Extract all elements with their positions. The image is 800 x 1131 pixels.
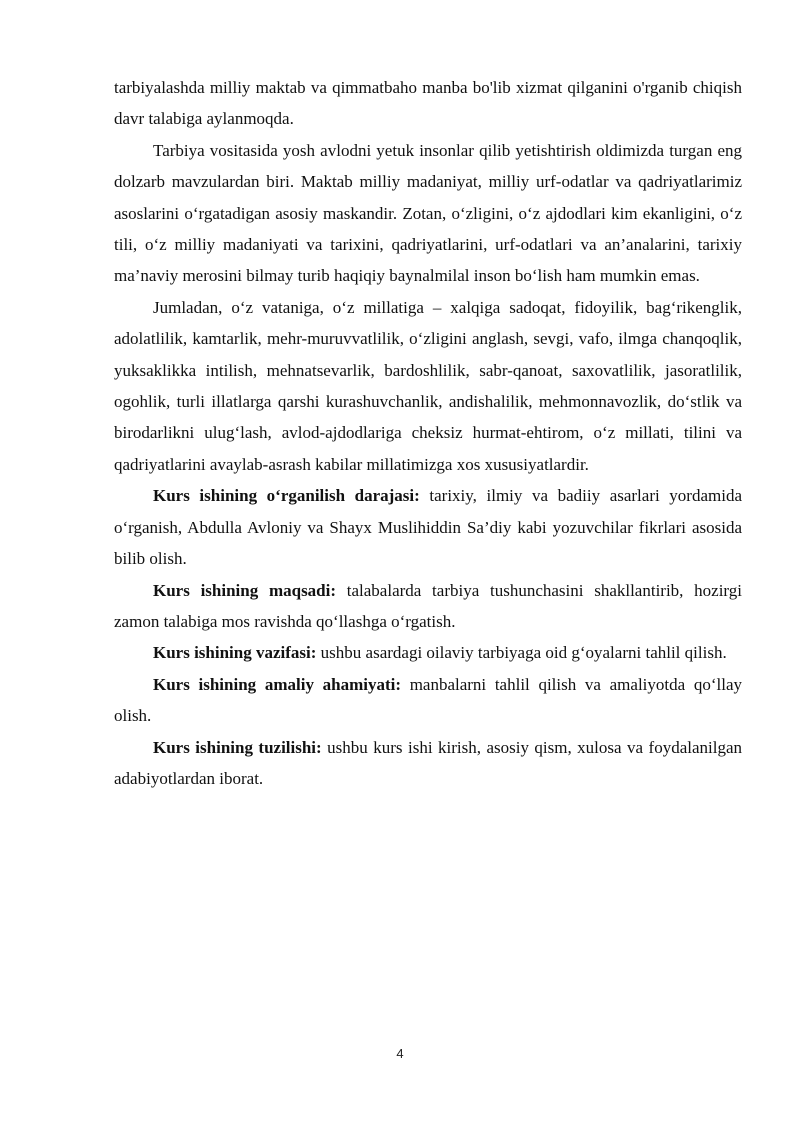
paragraph-study-level [114,480,742,574]
paragraph-label: Kurs ishining vazifasi: [153,643,317,663]
paragraph-national-traits [114,292,742,480]
page-number: 4 [396,1046,404,1061]
paragraph-label: Kurs ishining tuzilishi: [153,737,322,757]
paragraph-text: ushbu kurs ishi kirish, asosiy qism, xulosa va foydalanilgan adabiyotlardan iborat. [114,737,742,788]
page-body [114,72,742,794]
paragraph-text: ushbu asardagi oilaviy tarbiyaga oid g‘oyalarni tahlil qilish. [316,643,727,663]
paragraph-tasks [114,637,742,668]
paragraph-label: Kurs ishining o‘rganilish darajasi: [153,486,420,506]
paragraph-label: Kurs ishining amaliy ahamiyati: [153,674,402,694]
paragraph-label: Kurs ishining maqsadi: [153,580,337,600]
paragraph-text: manbalarni tahlil qilish va amaliyotda qo‘llay olish. [114,674,742,726]
paragraph-goal [114,575,742,638]
paragraph-text: Tarbiya vositasida yosh avlodni yetuk insonlar qilib yetishtirish oldimizda turgan eng dolzarb mavzulardan biri. Maktab milliy madaniyat, milliy urf-odatlar va qadriyatlarimiz asoslarini o‘rgatadigan asosiy maskandir. Zotan, o‘zligini, o‘z ajdodlari kim ekanligini, o‘z tili, o‘z milliy madaniyati va tarixini, qadriyatlarini, urf-odatlari va an’analarini, tarixiy ma’naviy merosini bilmay turib haqiqiy baynalmilal inson bo‘lish ham mumkin emas. [114,140,742,286]
paragraph-text: tarbiyalashda milliy maktab va qimmatbaho manba bo'lib xizmat qilganini o'rganib chiqish davr talabiga aylanmoqda. [114,78,742,129]
paragraph-text: Jumladan, o‘z vataniga, o‘z millatiga – xalqiga sadoqat, fidoyilik, bag‘rikenglik, adolatlilik, kamtarlik, mehr-muruvvatlilik, o‘zligini anglash, sevgi, vafo, ilmga chanqoqlik, yuksaklikka intilish, mehnatsevarlik, bardoshlilik, sabr-qanoat, saxovatlilik, jasoratlilik, ogohlik, turli illatlarga qarshi kurashuvchanlik, andishalilik, mehmonnavozlik, do‘stlik va birodarlikni ulug‘lash, avlod-ajdodlariga cheksiz hurmat-ehtirom, o‘z millati, tilini va qadriyatlarini avaylab-asrash kabilar millatimizga xos xususiyatlardir. [114,297,742,474]
paragraph-text: tarixiy, ilmiy va badiiy asarlari yordamida o‘rganish, Abdulla Avloniy va Shayx Muslihiddin Sa’diy kabi yozuvchilar fikrlari asosida bilib olish. [114,486,742,569]
paragraph-practical-value [114,669,742,732]
paragraph-continuation [114,72,742,135]
paragraph-structure [114,732,742,795]
paragraph-text: talabalarda tarbiya tushunchasini shakllantirib, hozirgi zamon talabiga mos ravishda qo‘llashga o‘rgatish. [114,580,743,631]
paragraph-upbringing [114,135,742,292]
